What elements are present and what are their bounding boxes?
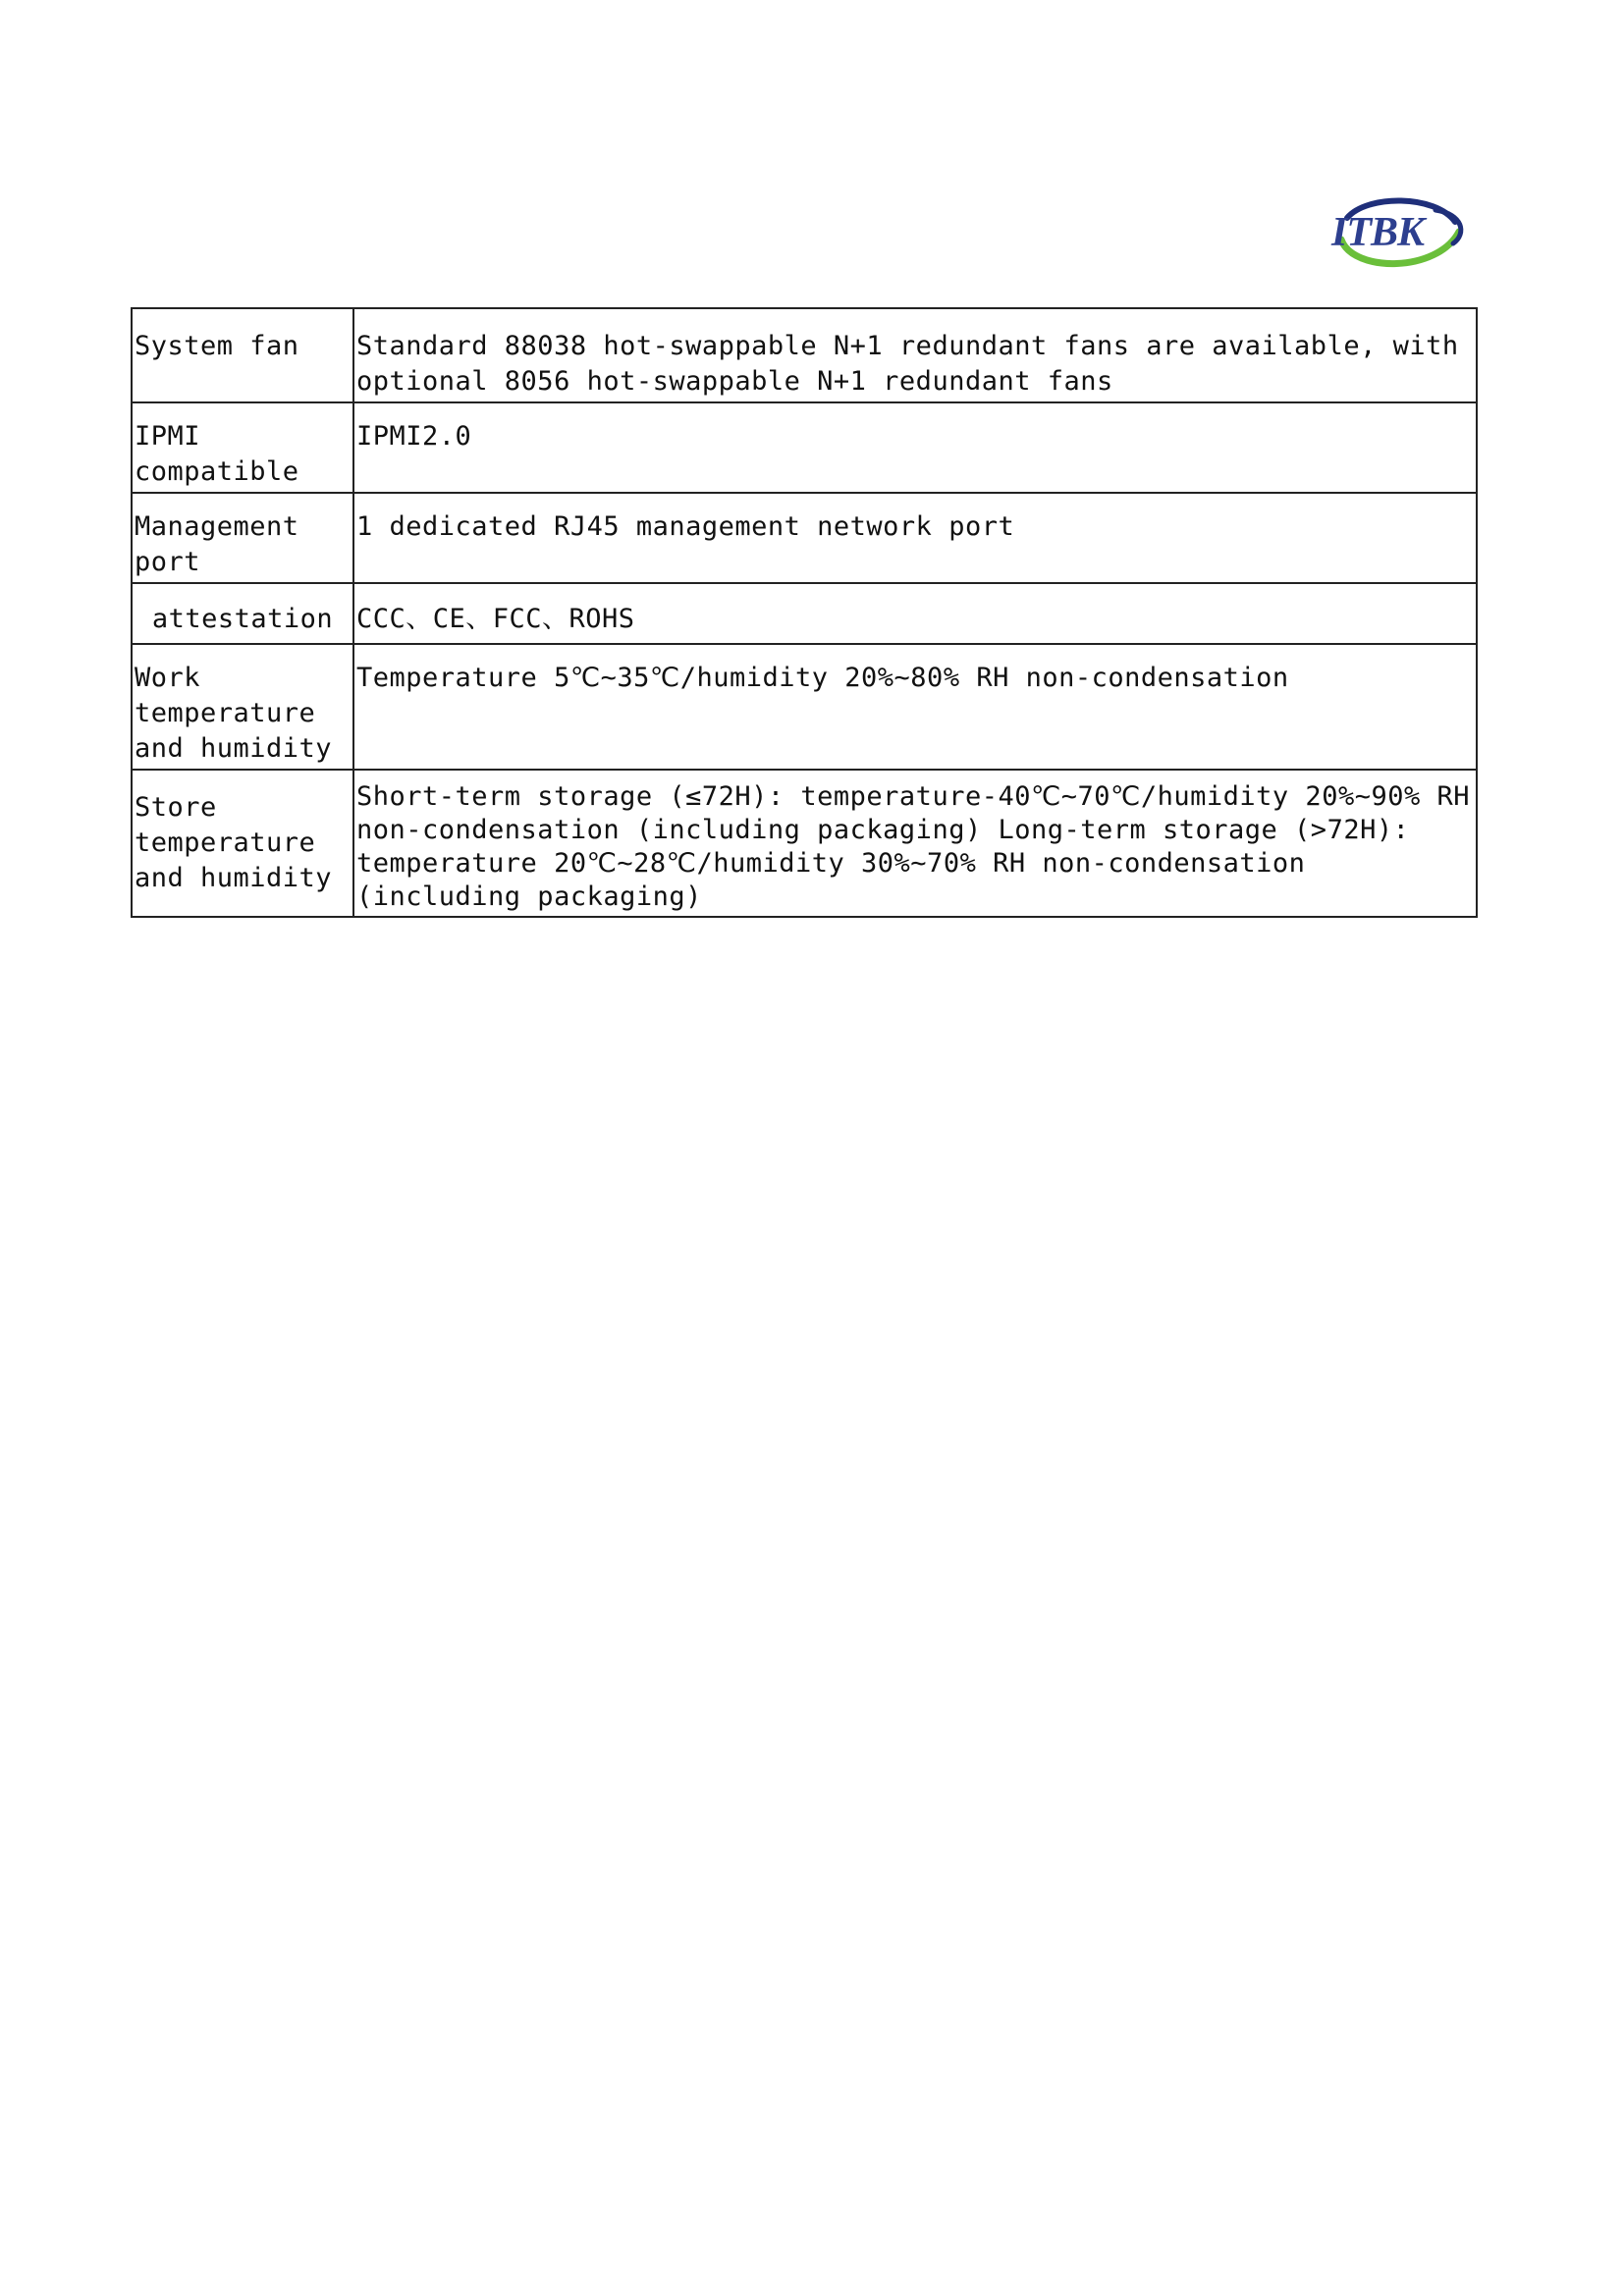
row-value: 1 dedicated RJ45 management network port xyxy=(353,493,1477,583)
table-row xyxy=(132,644,1477,770)
table-row xyxy=(132,770,1477,917)
company-logo xyxy=(1327,188,1471,277)
table-row xyxy=(132,583,1477,644)
row-label: IPMI compatible xyxy=(132,402,353,493)
logo-text: ITBK xyxy=(1331,210,1425,255)
row-value: Standard 88038 hot-swappable N+1 redundant fans are available, with optional 8056 hot-swappable N+1 redundant fans xyxy=(353,308,1477,402)
row-label: Store temperature and humidity xyxy=(132,770,353,917)
row-value: IPMI2.0 xyxy=(353,402,1477,493)
row-label: Management port xyxy=(132,493,353,583)
table-row xyxy=(132,308,1477,402)
spec-table xyxy=(131,307,1478,918)
row-value: Temperature 5℃~35℃/humidity 20%~80% RH non-condensation xyxy=(353,644,1477,770)
table-row xyxy=(132,493,1477,583)
row-label: System fan xyxy=(132,308,353,402)
table-row xyxy=(132,402,1477,493)
row-label: Work temperature and humidity xyxy=(132,644,353,770)
row-value: CCC、CE、FCC、ROHS xyxy=(353,583,1477,644)
row-value: Short-term storage (≤72H): temperature-40℃~70℃/humidity 20%~90% RH non-condensation (including packaging) Long-term storage (>72H): temperature 20℃~28℃/humidity 30%~70% RH non-condensation (including packaging) xyxy=(353,770,1477,917)
row-label: attestation xyxy=(132,583,353,644)
